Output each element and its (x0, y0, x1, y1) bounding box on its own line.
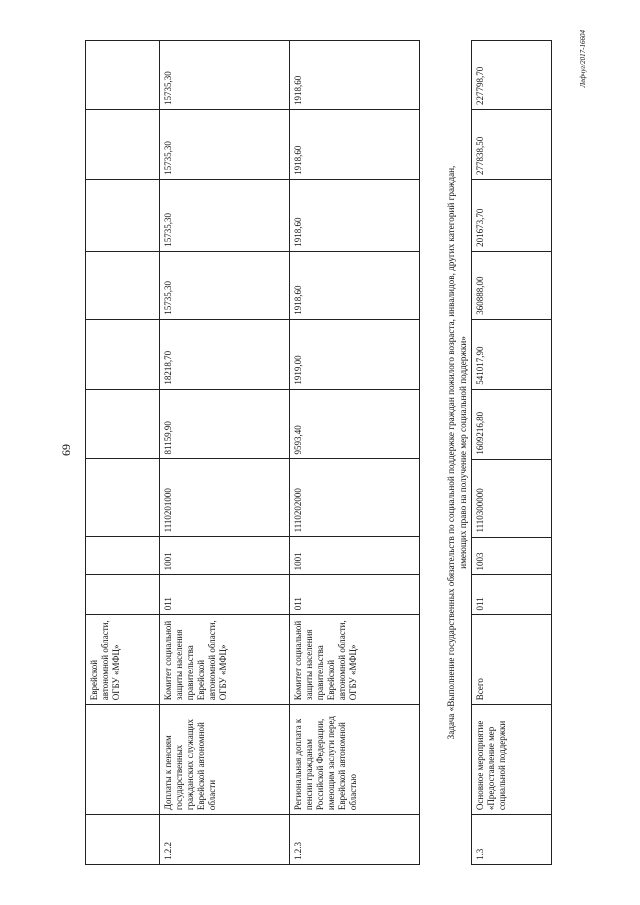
table-row (160, 41, 290, 865)
row-csr (86, 459, 160, 537)
row-rz: 1001 (160, 537, 290, 575)
row-value: 360888,00 (472, 251, 552, 319)
row-executor: Комитет социальной защиты населения правительства Еврейской автономной области, ОГБУ «МФЦ» (160, 615, 290, 705)
row-value: 1918,60 (290, 179, 420, 251)
row-code: 1.2.2 (160, 815, 290, 865)
row-value (86, 179, 160, 251)
row-rz: 1001 (290, 537, 420, 575)
row-value: 81159,90 (160, 389, 290, 459)
row-executor: Всего (472, 615, 552, 705)
row-name: Основное мероприятие «Предоставление мер социальной поддержки (472, 705, 552, 815)
row-value: 1918,60 (290, 109, 420, 179)
table-row (472, 41, 552, 865)
table-row (86, 41, 160, 865)
row-grbs: 011 (472, 575, 552, 615)
row-executor: Еврейской автономной области, ОГБУ «МФЦ» (86, 615, 160, 705)
row-value: 1609216,80 (472, 389, 552, 459)
row-name: Доплаты к пенсиям государственных гражданских служащих Еврейской автономной области (160, 705, 290, 815)
program-table-bottom (471, 40, 552, 865)
row-value: 227798,70 (472, 41, 552, 110)
row-value: 15735,30 (160, 179, 290, 251)
program-table (85, 40, 420, 865)
row-value: 15735,30 (160, 41, 290, 110)
row-executor: Комитет социальной защиты населения правительства Еврейской автономной области, ОГБУ «МФЦ» (290, 615, 420, 705)
row-value: 1919,00 (290, 319, 420, 389)
row-value (86, 109, 160, 179)
row-rz (86, 537, 160, 575)
row-grbs: 011 (290, 575, 420, 615)
row-code: 1.2.3 (290, 815, 420, 865)
row-value: 277838,50 (472, 110, 552, 180)
row-value: 15735,30 (160, 251, 290, 319)
row-value (86, 319, 160, 389)
row-value: 201673,70 (472, 179, 552, 251)
task-heading (445, 40, 469, 865)
row-value: 15735,30 (160, 109, 290, 179)
row-grbs: 011 (160, 575, 290, 615)
row-csr: 1110202000 (290, 459, 420, 537)
row-grbs (86, 575, 160, 615)
row-value: 18218,70 (160, 319, 290, 389)
row-value (86, 41, 160, 110)
page-number: 69 (59, 444, 73, 456)
row-value: 9593,40 (290, 389, 420, 459)
row-value (86, 251, 160, 319)
task-heading-line: имеющих право на получение мер социальной поддержки» (458, 336, 468, 569)
row-value (86, 389, 160, 459)
rotated-page (45, 30, 595, 865)
footer-code: Лефчуг/2017-16604 (579, 30, 587, 88)
row-name (86, 705, 160, 815)
task-heading-line: Задача «Выполнение государственных обязательств по социальной поддержке граждан пожилого возраста, инвалидов, других категорий граждан, (446, 165, 456, 740)
row-name: Региональная доплата к пенсии гражданам Российской Федерации, имеющим заслуги перед Еврейской автономной областью (290, 705, 420, 815)
table-row (290, 41, 420, 865)
row-value: 541017,90 (472, 319, 552, 389)
row-csr: 1110201000 (160, 459, 290, 537)
row-code (86, 815, 160, 865)
row-value: 1918,60 (290, 251, 420, 319)
row-rz: 1003 (472, 537, 552, 575)
row-code: 1.3 (472, 815, 552, 865)
row-csr: 1110300000 (472, 459, 552, 537)
row-value: 1918,60 (290, 41, 420, 110)
